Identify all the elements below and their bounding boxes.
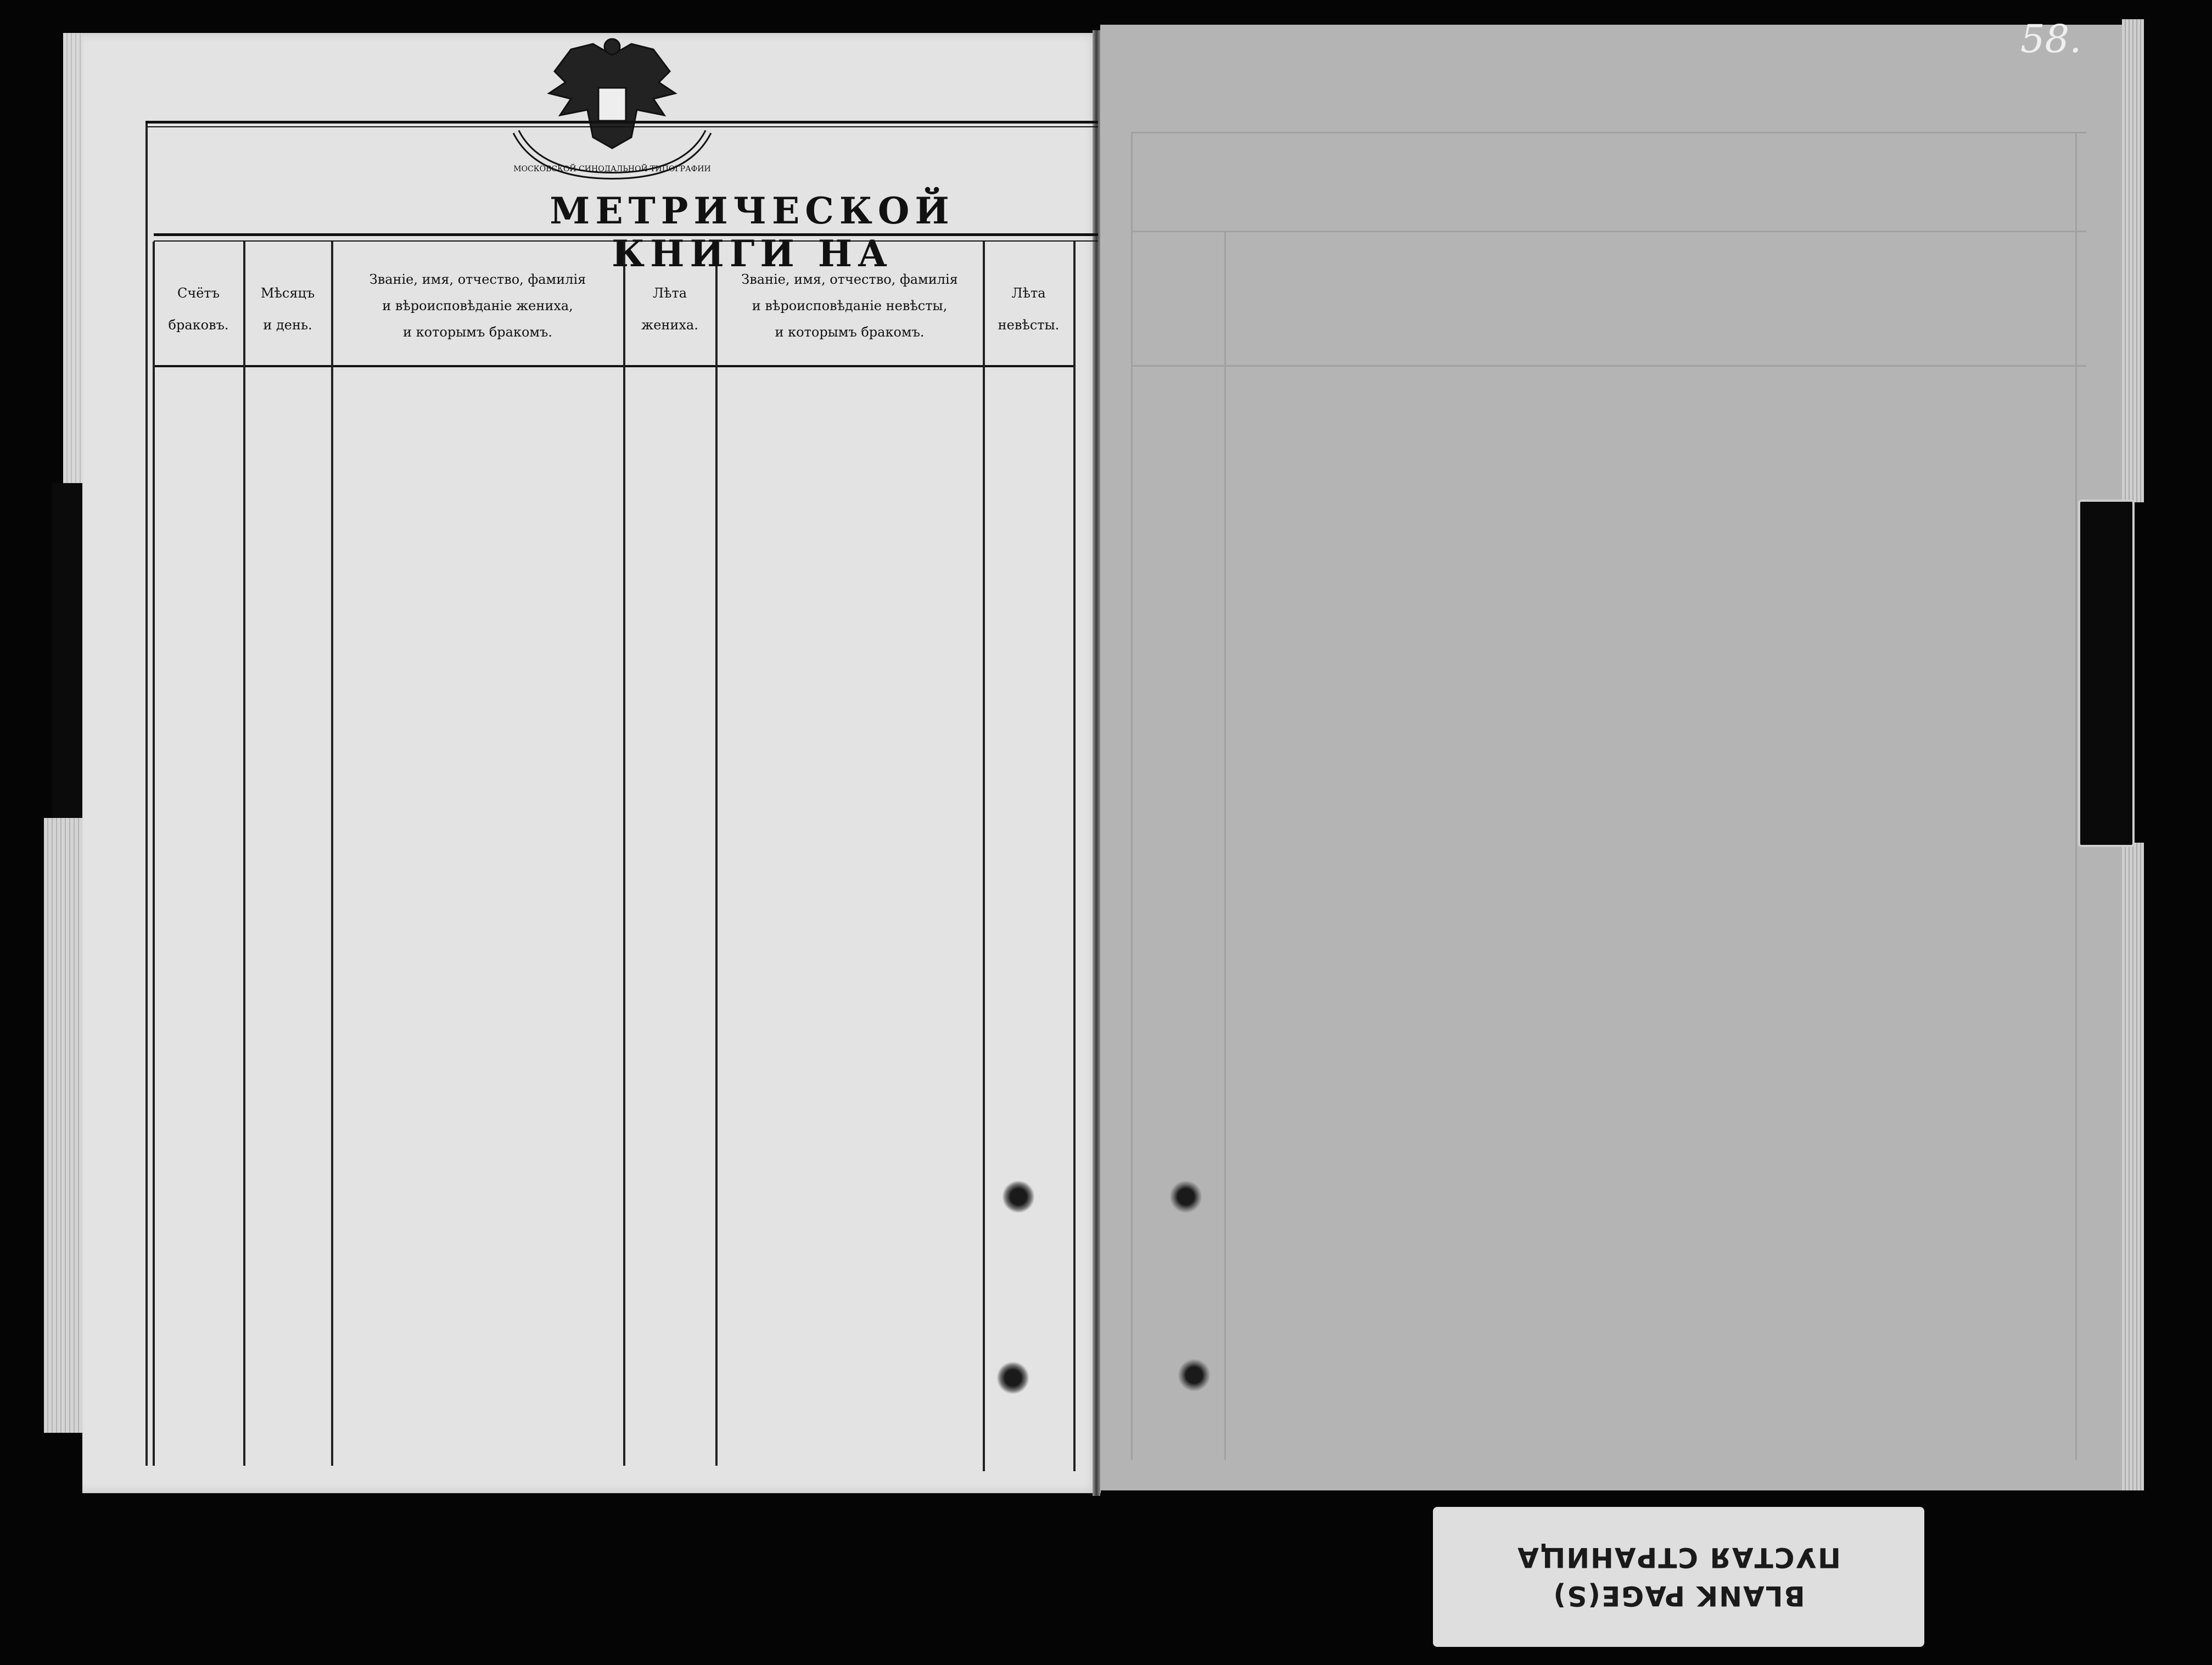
column-divider-5	[983, 242, 985, 1471]
emblem-ribbon-text: МОСКОВСКОЙ СИНОДАЛЬНОЙ ТИПОГРАФИИ	[513, 165, 711, 173]
column-header-line: браковъ.	[168, 317, 229, 333]
column-divider-2	[331, 242, 333, 1466]
column-header-line: Лѣта	[652, 285, 687, 301]
column-header-groom-age	[624, 277, 715, 341]
column-divider-6	[1073, 242, 1076, 1471]
showthrough-rule	[1224, 231, 1226, 1460]
frame-top-rule	[145, 121, 1098, 124]
frame-left-rule-outer	[145, 124, 148, 1466]
double-headed-eagle-emblem	[505, 33, 719, 181]
showthrough-rule	[1131, 231, 2086, 232]
column-header-line: Мѣсяцъ	[260, 285, 315, 301]
showthrough-rule	[1131, 132, 1133, 1460]
column-header-marriage-count	[154, 277, 243, 341]
column-header-line: и день.	[263, 317, 312, 333]
frame-left-rule-inner	[153, 242, 155, 1466]
book-title: МЕТРИЧЕСКОЙ КНИГИ НА	[550, 189, 955, 275]
page-stack-edge-right-top	[2122, 19, 2144, 502]
frame-top-rule-thin	[145, 126, 1098, 127]
binding-tab-left	[52, 483, 85, 818]
column-header-line: и вѣроисповѣданіе жениха,	[382, 298, 573, 313]
book-gutter	[1093, 30, 1100, 1496]
blank-page-label-russian: ПУСТАЯ СТРАНИЦА	[1516, 1541, 1841, 1574]
showthrough-rule	[2075, 132, 2077, 1460]
binding-tab-right	[2078, 500, 2135, 847]
column-header-line: Лѣта	[1011, 285, 1046, 301]
column-header-line: Званіе, имя, отчество, фамилія	[369, 272, 586, 287]
binding-hole	[1002, 1180, 1035, 1213]
column-header-groom-details	[332, 266, 623, 345]
binding-hole	[1169, 1180, 1202, 1213]
header-bottom-rule	[153, 365, 1075, 367]
column-header-line: Званіе, имя, отчество, фамилія	[741, 272, 958, 287]
column-header-bride-age	[984, 277, 1073, 341]
column-header-bride-details	[716, 266, 983, 345]
column-divider-4	[715, 242, 718, 1466]
page-number: 58.	[2020, 16, 2082, 61]
column-header-line: жениха.	[641, 317, 698, 333]
showthrough-rule	[1131, 132, 2086, 133]
page-stack-edge-right-bottom	[2122, 843, 2144, 1490]
column-divider-3	[623, 242, 625, 1466]
blank-page-label-english: BLANK PAGE(S)	[1552, 1580, 1805, 1612]
column-header-line: и которымъ бракомъ.	[775, 324, 925, 340]
column-header-line: и которымъ бракомъ.	[403, 324, 552, 340]
showthrough-rule	[1131, 365, 2086, 367]
binding-hole	[996, 1361, 1029, 1394]
column-header-line: Счётъ	[177, 285, 220, 301]
blank-page-label-text	[1433, 1507, 1924, 1647]
column-divider-1	[243, 242, 245, 1466]
binding-hole	[1178, 1359, 1211, 1392]
column-header-line: и вѣроисповѣданіе невѣсты,	[752, 298, 948, 313]
right-page	[1100, 25, 2127, 1490]
column-header-month-day	[244, 277, 331, 341]
column-header-line: невѣсты.	[998, 317, 1060, 333]
